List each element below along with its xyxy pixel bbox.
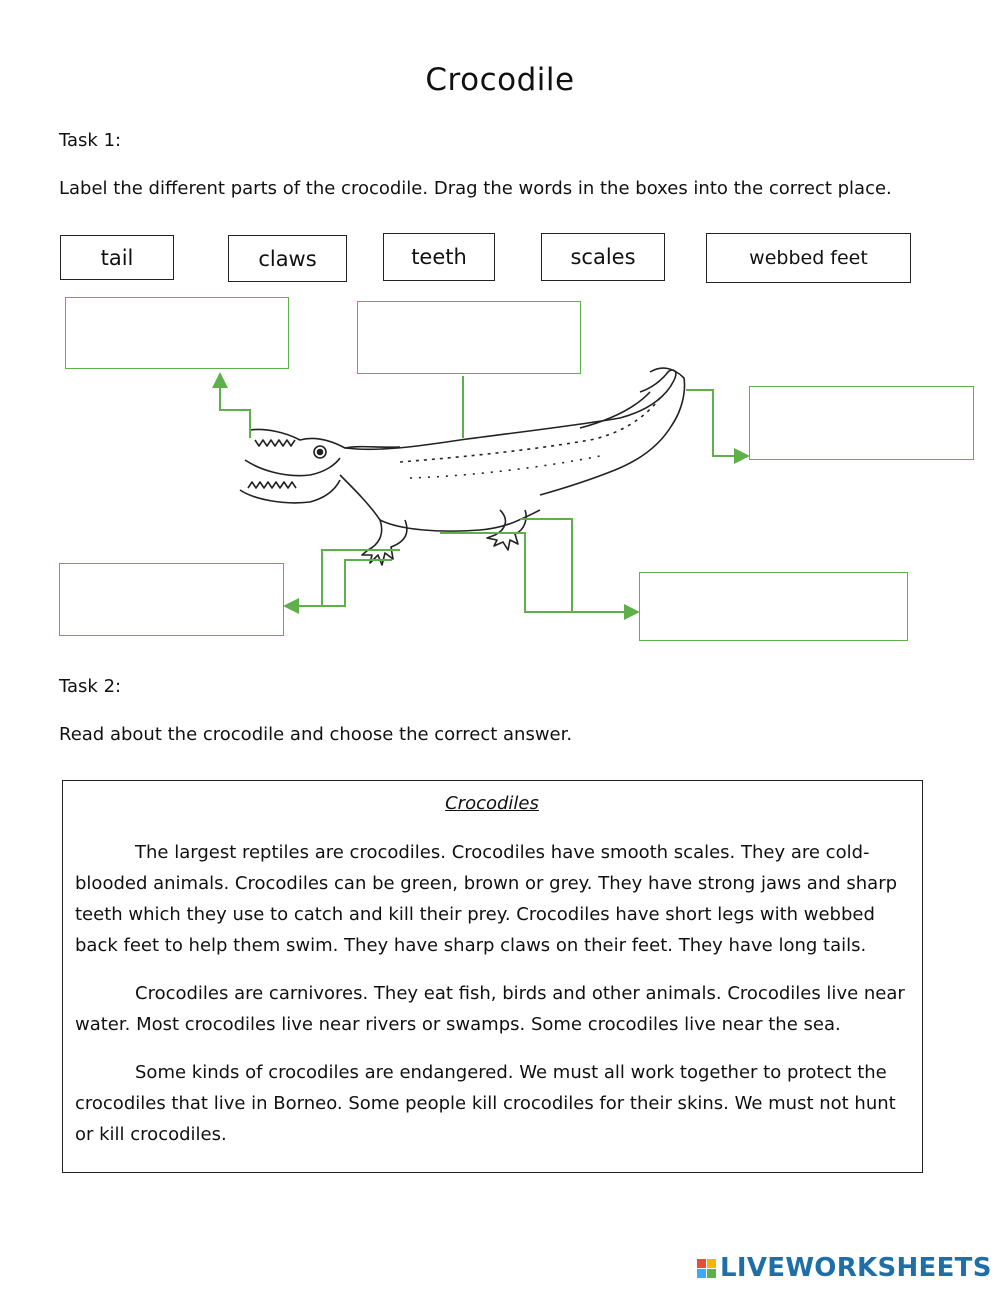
label-drop-box-tail[interactable] [749,386,974,460]
label-drop-box-head[interactable] [65,297,289,369]
reading-passage [62,780,923,1173]
paragraph-2: Crocodiles are carnivores. They eat fish, birds and other animals. Crocodiles live near water. Most crocodiles live near rivers or swamps. Some crocodiles live near the sea. [75,983,905,1035]
reading-title: Crocodiles [445,793,539,814]
label-drop-box-back[interactable] [357,301,581,374]
word-claws[interactable]: claws [228,235,347,282]
word-tail[interactable]: tail [60,235,174,280]
liveworksheets-logo [697,1253,992,1283]
word-scales[interactable]: scales [541,233,665,281]
label-drop-box-back-foot[interactable] [639,572,908,641]
paragraph-1: The largest reptiles are crocodiles. Crocodiles have smooth scales. They are cold-blooded animals. Crocodiles can be green, brown or grey. They have strong jaws and sharp teeth which they use to catch and kill their prey. Crocodiles have short legs with webbed back feet to help them swim. They have sharp claws on their feet. They have long tails. [75,842,898,956]
word-teeth[interactable]: teeth [383,233,495,281]
logo-text: LIVEWORKSHEETS [720,1253,992,1283]
task1-instruction: Label the different parts of the crocodile. Drag the words in the boxes into the correct place. [59,178,892,199]
word-webbed-feet[interactable]: webbed feet [706,233,911,283]
task1-heading: Task 1: [59,130,122,151]
label-drop-box-front-foot[interactable] [59,563,284,636]
task2-instruction: Read about the crocodile and choose the correct answer. [59,724,573,745]
page-title: Crocodile [425,62,575,98]
paragraph-3: Some kinds of crocodiles are endangered. We must all work together to protect the crocodiles that live in Borneo. Some people kill crocodiles for their skins. We must not hunt or kill crocodiles. [75,1062,896,1145]
logo-icon [697,1259,716,1278]
task2-heading: Task 2: [59,676,122,697]
